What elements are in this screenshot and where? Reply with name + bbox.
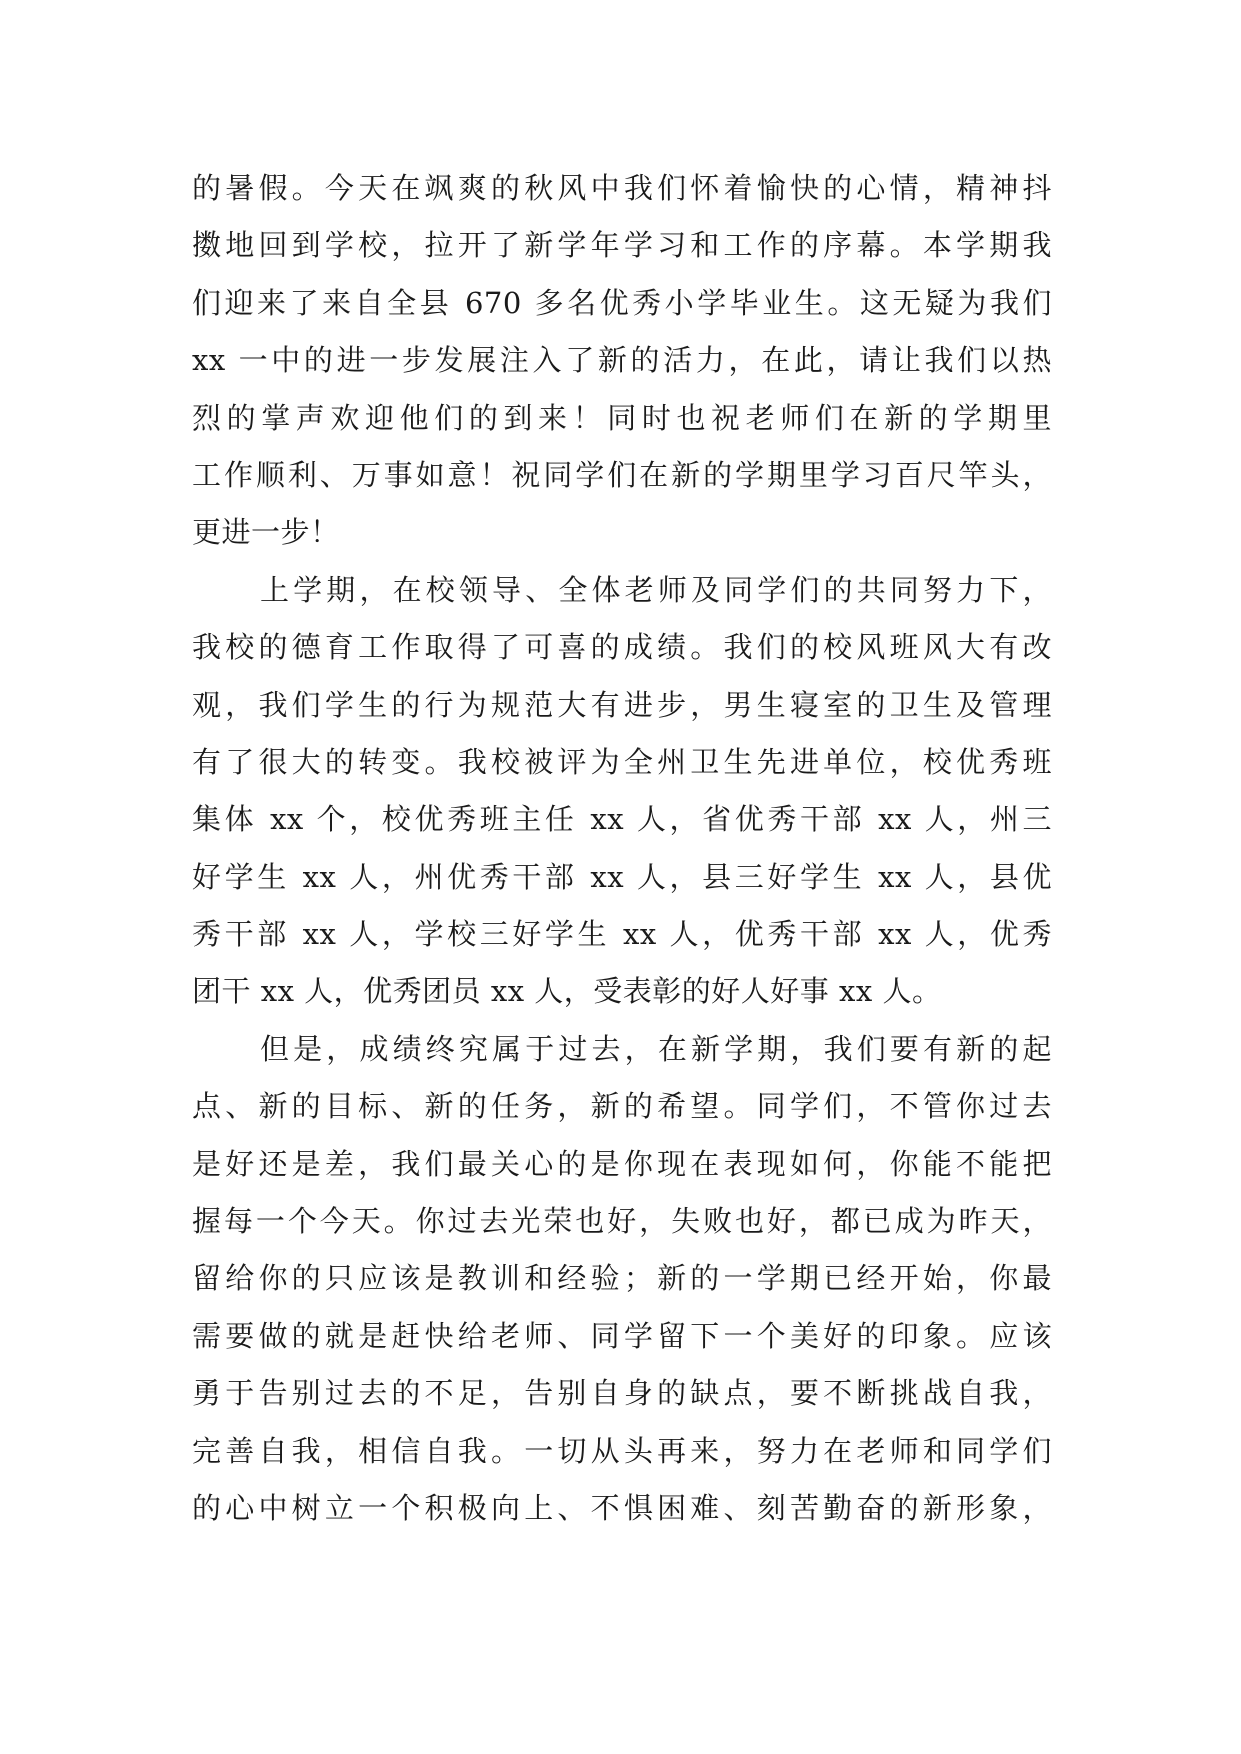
paragraph-1-line-5: 烈的掌声欢迎他们的到来！同时也祝老师们在新的学期里 bbox=[192, 400, 1052, 435]
body-text bbox=[192, 160, 1052, 1537]
paragraph-1-line-4: xx 一中的进一步发展注入了新的活力，在此，请让我们以热 bbox=[192, 343, 1052, 378]
paragraph-1-line-6: 工作顺利、万事如意！祝同学们在新的学期里学习百尺竿头， bbox=[192, 457, 1052, 492]
paragraph-3-line-3: 是好还是差，我们最关心的是你现在表现如何，你能不能把 bbox=[192, 1146, 1052, 1181]
paragraph-3-line-5: 留给你的只应该是教训和经验；新的一学期已经开始，你最 bbox=[192, 1261, 1052, 1296]
paragraph-2-line-4: 有了很大的转变。我校被评为全州卫生先进单位，校优秀班 bbox=[192, 744, 1052, 779]
paragraph-2-line-2: 我校的德育工作取得了可喜的成绩。我们的校风班风大有改 bbox=[192, 630, 1052, 665]
paragraph-3-line-6: 需要做的就是赶快给老师、同学留下一个美好的印象。应该 bbox=[192, 1318, 1052, 1353]
paragraph-2-line-7: 秀干部 xx 人，学校三好学生 xx 人，优秀干部 xx 人，优秀 bbox=[192, 917, 1052, 952]
paragraph-3-line-8: 完善自我，相信自我。一切从头再来，努力在老师和同学们 bbox=[192, 1433, 1052, 1468]
paragraph-3-line-9: 的心中树立一个积极向上、不惧困难、刻苦勤奋的新形象， bbox=[192, 1490, 1052, 1525]
paragraph-1-line-3: 们迎来了来自全县 670 多名优秀小学毕业生。这无疑为我们 bbox=[192, 285, 1052, 320]
paragraph-2-line-1: 上学期，在校领导、全体老师及同学们的共同努力下， bbox=[260, 572, 1052, 607]
paragraph-3-line-1: 但是，成绩终究属于过去，在新学期，我们要有新的起 bbox=[260, 1031, 1052, 1066]
paragraph-3-line-2: 点、新的目标、新的任务，新的希望。同学们，不管你过去 bbox=[192, 1089, 1052, 1124]
paragraph-2-line-5: 集体 xx 个，校优秀班主任 xx 人，省优秀干部 xx 人，州三 bbox=[192, 802, 1052, 837]
paragraph-2-line-3: 观，我们学生的行为规范大有进步，男生寝室的卫生及管理 bbox=[192, 687, 1052, 722]
paragraph-1-line-7: 更进一步！ bbox=[192, 515, 340, 550]
paragraph-1-line-2: 擞地回到学校，拉开了新学年学习和工作的序幕。本学期我 bbox=[192, 228, 1052, 263]
paragraph-2-line-6: 好学生 xx 人，州优秀干部 xx 人，县三好学生 xx 人，县优 bbox=[192, 859, 1052, 894]
paragraph-2-line-8: 团干 xx 人，优秀团员 xx 人，受表彰的好人好事 xx 人。 bbox=[192, 974, 942, 1009]
paragraph-3-line-4: 握每一个今天。你过去光荣也好，失败也好，都已成为昨天， bbox=[192, 1204, 1052, 1239]
paragraph-1-line-1: 的暑假。今天在飒爽的秋风中我们怀着愉快的心情，精神抖 bbox=[192, 171, 1052, 205]
paragraph-3-line-7: 勇于告别过去的不足，告别自身的缺点，要不断挑战自我， bbox=[192, 1376, 1052, 1411]
